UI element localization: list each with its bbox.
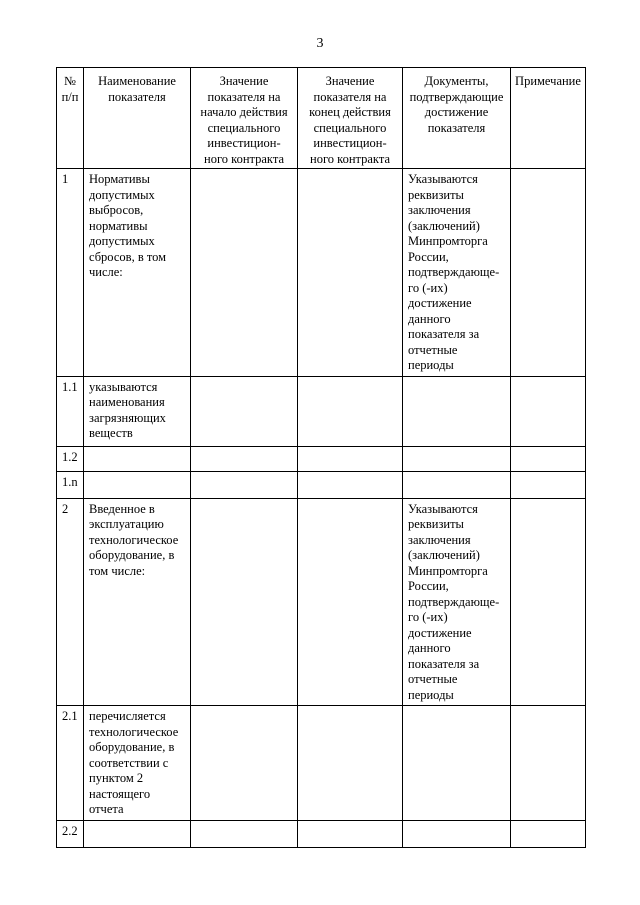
table-row: [57, 376, 586, 446]
indicator-table: [56, 67, 586, 848]
row-note-cell: [511, 498, 586, 706]
row-name-cell: перечисляется технологическое оборудование, в соответствии с пунктом 2 настоящего отчета: [84, 706, 191, 821]
row-number-cell: 1: [57, 169, 84, 377]
row-documents-cell: [403, 376, 511, 446]
row-number-cell: 1.n: [57, 471, 84, 498]
row-number-cell: 1.1: [57, 376, 84, 446]
row-documents-cell: [403, 471, 511, 498]
row-documents-cell: [403, 706, 511, 821]
header-cell-start-value: Значение показателя на начало действия специального инвестицион- ного контракта: [191, 68, 298, 169]
row-end-value-cell: [298, 706, 403, 821]
row-end-value-cell: [298, 169, 403, 377]
row-documents-cell: [403, 446, 511, 471]
row-start-value-cell: [191, 471, 298, 498]
table-row: [57, 471, 586, 498]
row-end-value-cell: [298, 498, 403, 706]
row-name-cell: [84, 471, 191, 498]
header-cell-documents: Документы, подтверждающие достижение показателя: [403, 68, 511, 169]
table-row: [57, 820, 586, 847]
row-note-cell: [511, 706, 586, 821]
page-number: 3: [316, 36, 324, 51]
row-note-cell: [511, 820, 586, 847]
row-end-value-cell: [298, 471, 403, 498]
row-number-cell: 2.1: [57, 706, 84, 821]
header-cell-number: № п/п: [57, 68, 84, 169]
row-start-value-cell: [191, 498, 298, 706]
row-start-value-cell: [191, 169, 298, 377]
row-name-cell: [84, 446, 191, 471]
row-end-value-cell: [298, 820, 403, 847]
row-note-cell: [511, 376, 586, 446]
row-name-cell: [84, 820, 191, 847]
row-number-cell: 2.2: [57, 820, 84, 847]
row-end-value-cell: [298, 446, 403, 471]
row-start-value-cell: [191, 376, 298, 446]
row-start-value-cell: [191, 706, 298, 821]
header-cell-end-value: Значение показателя на конец действия специального инвестицион- ного контракта: [298, 68, 403, 169]
row-number-cell: 1.2: [57, 446, 84, 471]
header-cell-indicator-name: Наименование показателя: [84, 68, 191, 169]
row-end-value-cell: [298, 376, 403, 446]
table-row: [57, 446, 586, 471]
row-note-cell: [511, 446, 586, 471]
row-start-value-cell: [191, 820, 298, 847]
table-row: [57, 498, 586, 706]
row-note-cell: [511, 471, 586, 498]
row-documents-cell: Указываются реквизиты заключения (заключений) Минпромторга России, подтверждающе- го (-их) достижение данного показателя за отчетные периоды: [403, 498, 511, 706]
row-note-cell: [511, 169, 586, 377]
table-row: [57, 706, 586, 821]
row-start-value-cell: [191, 446, 298, 471]
row-number-cell: 2: [57, 498, 84, 706]
row-documents-cell: [403, 820, 511, 847]
header-cell-note: Примечание: [511, 68, 586, 169]
table-row: [57, 169, 586, 377]
row-name-cell: Нормативы допустимых выбросов, нормативы допустимых сбросов, в том числе:: [84, 169, 191, 377]
row-documents-cell: Указываются реквизиты заключения (заключений) Минпромторга России, подтверждающе- го (-их) достижение данного показателя за отчетные периоды: [403, 169, 511, 377]
row-name-cell: указываются наименования загрязняющих веществ: [84, 376, 191, 446]
table-header-row: [57, 68, 586, 169]
row-name-cell: Введенное в эксплуатацию технологическое оборудование, в том числе:: [84, 498, 191, 706]
